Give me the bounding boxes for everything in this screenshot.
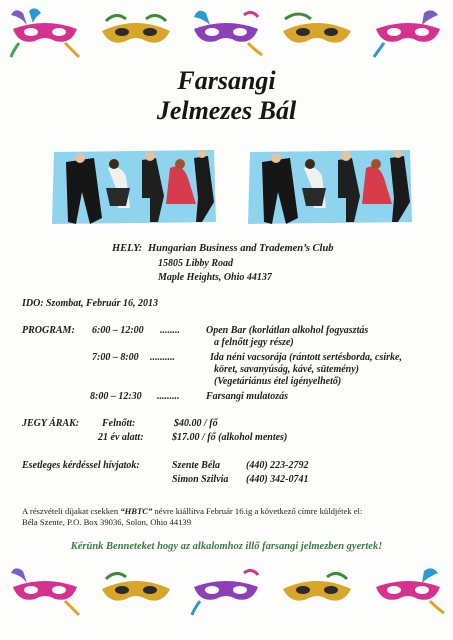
carnival-mask-icon [277, 7, 357, 59]
carnival-mask-icon [277, 565, 357, 617]
contacts-label: Esetleges kérdéssel hívjatok: [22, 460, 140, 471]
program-dots: ......... [157, 391, 180, 402]
mask-decoration-bottom [0, 562, 453, 620]
contact-name: Simon Szilvia [172, 474, 229, 485]
carnival-mask-icon [186, 565, 266, 617]
flyer-title-line1: Farsangi [177, 66, 276, 95]
payment-text-pre: A részvételi díjakat csekken [22, 506, 119, 516]
tickets-adult-label: Felnőtt: [102, 418, 136, 429]
program-dots: ........ [160, 325, 180, 336]
program-desc: Farsangi mulatozás [206, 391, 288, 402]
payment-text-post: névre kiállítva Február 16.ig a következő címre küldjétek el: [154, 506, 363, 516]
program-desc-cont: köret, savanyúság, kávé, sütemény) [214, 364, 359, 375]
carnival-mask-icon [5, 7, 85, 59]
carnival-mask-icon [96, 565, 176, 617]
program-desc: Ida néni vacsorája (rántott sertésborda, csirke, [210, 352, 402, 363]
contact-phone: (440) 342-0741 [246, 474, 309, 485]
carnival-mask-icon [368, 565, 448, 617]
venue-label: HELY: [112, 243, 143, 254]
contact-name: Szente Béla [172, 460, 221, 471]
flyer-title-line2: Jelmezes Bál [156, 96, 297, 125]
closing-message: Kérünk Benneteket hogy az alkalomhoz illő farsangi jelmezben gyertek! [70, 541, 383, 552]
contact-phone: (440) 223-2792 [246, 460, 309, 471]
mask-decoration-top [0, 4, 453, 62]
venue-name: Hungarian Business and Trademen’s Club [148, 243, 334, 254]
program-desc-cont: a felnőtt jegy része) [214, 337, 294, 348]
program-desc-note: (Vegetáriánus étel igényelhető) [214, 376, 342, 387]
tickets-under21-price: $17.00 / fő (alkohol mentes) [172, 432, 288, 443]
tickets-label: JEGY ÁRAK: [22, 418, 80, 429]
dancing-couples-illustration [242, 148, 418, 233]
dancing-couples-illustration [46, 148, 222, 233]
carnival-mask-icon [96, 7, 176, 59]
carnival-mask-icon [5, 565, 85, 617]
payment-address: Béla Szente, P.O. Box 39036, Solon, Ohio 44139 [22, 517, 192, 527]
tickets-adult-price: $40.00 / fő [174, 418, 218, 429]
program-time: 8:00 – 12:30 [90, 391, 142, 402]
program-label: PROGRAM: [22, 325, 75, 336]
venue-street: 15805 Libby Road [158, 258, 233, 269]
carnival-mask-icon [368, 7, 448, 59]
program-dots: .......... [150, 352, 175, 363]
date-value: Szombat, Február 16, 2013 [46, 298, 158, 309]
program-time: 6:00 – 12:00 [92, 325, 144, 336]
date-label: IDO: [22, 298, 44, 309]
program-time: 7:00 – 8:00 [92, 352, 139, 363]
tickets-under21-label: 21 év alatt: [98, 432, 144, 443]
program-desc: Open Bar (korlátlan alkohol fogyasztás [206, 325, 369, 336]
payment-payee: “HBTC” [120, 506, 153, 516]
carnival-mask-icon [186, 7, 266, 59]
venue-city: Maple Heights, Ohio 44137 [158, 272, 272, 283]
